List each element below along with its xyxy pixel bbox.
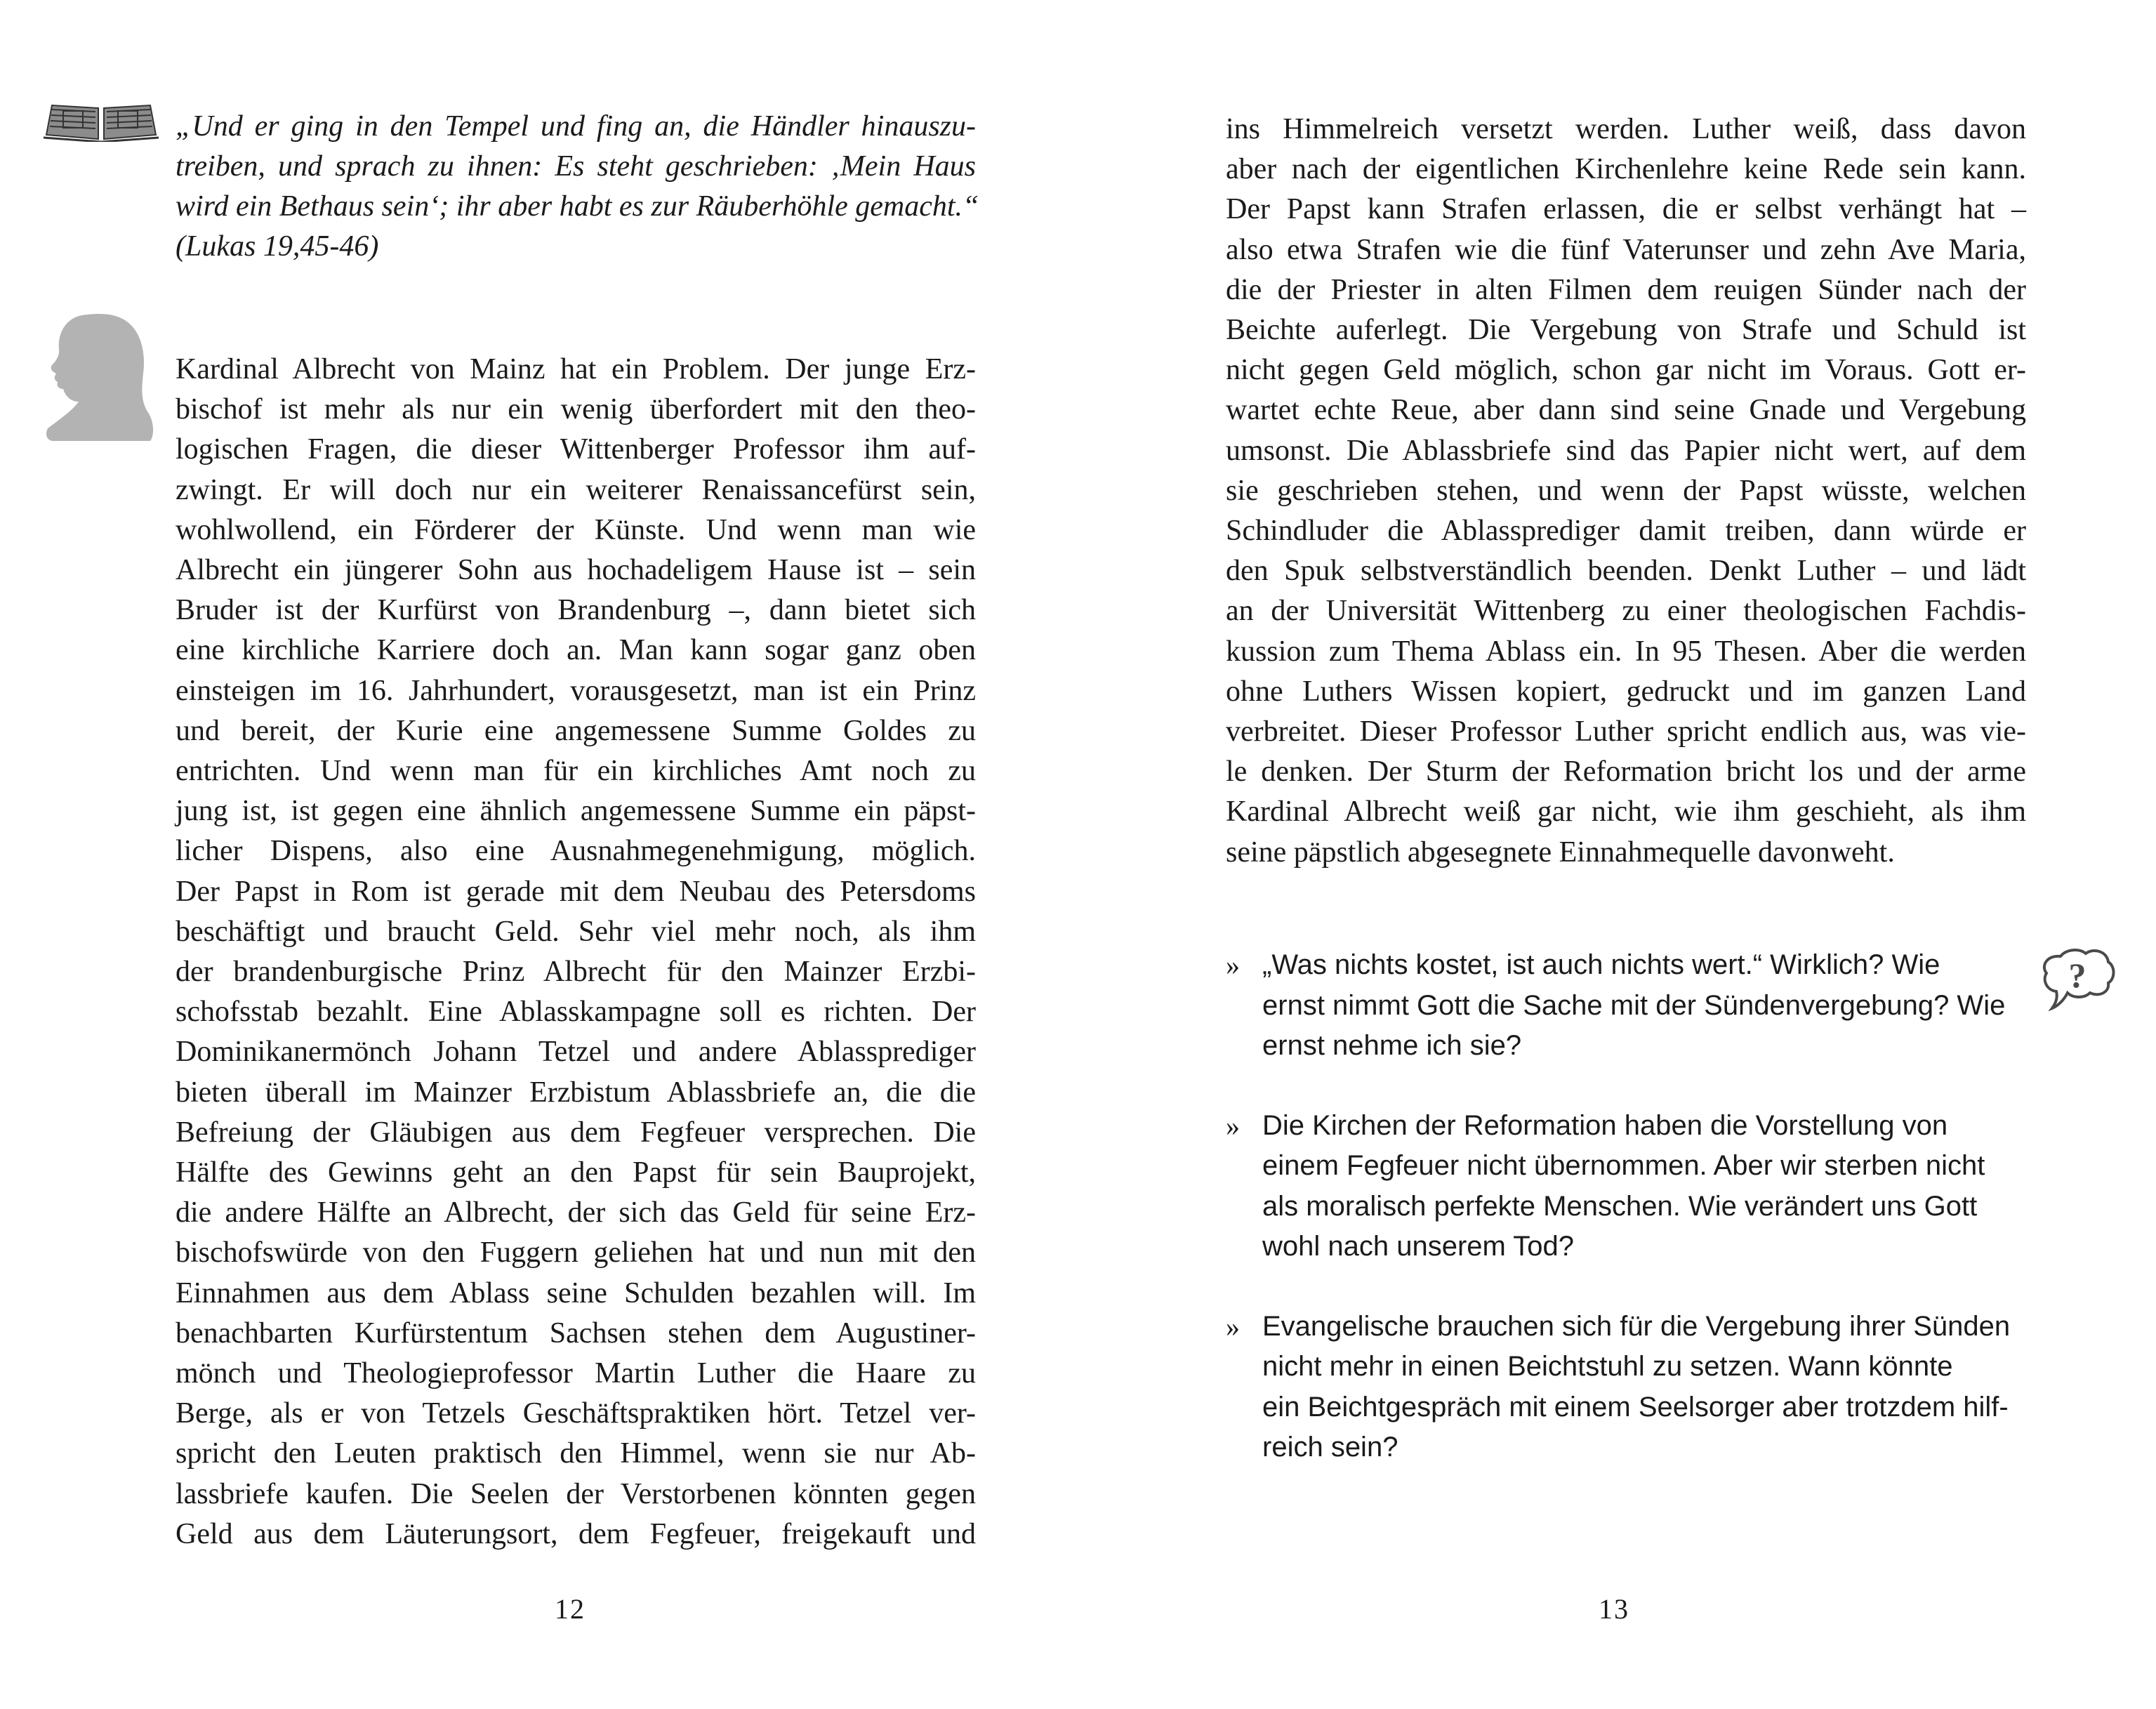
text-line: schofsstab bezahlt. Eine Ablasskampagne soll es richten. Der (176, 996, 976, 1029)
text-line: entrichten. Und wenn man für ein kirchliches Amt noch zu (176, 755, 976, 788)
text-line: einsteigen im 16. Jahrhundert, vorausgesetzt, man ist ein Prinz (176, 674, 976, 707)
question-item (1226, 1307, 2026, 1468)
text-line: zwingt. Er will doch nur ein weiterer Renaissancefürst sein, (176, 473, 976, 506)
body-text-left (176, 350, 976, 1555)
text-line: Kardinal Albrecht weiß gar nicht, wie ihm geschieht, als ihm (1226, 796, 2026, 829)
question-item (1226, 1106, 2026, 1267)
text-line: nicht gegen Geld möglich, schon gar nicht im Voraus. Gott er- (1226, 354, 2026, 387)
quote-line: treiben, und sprach zu ihnen: Es steht geschrieben: ‚Mein Haus (176, 150, 976, 183)
question-line: als moralisch perfekte Menschen. Wie verändert uns Gott (1262, 1190, 1978, 1222)
text-line: verbreitet. Dieser Professor Luther spricht endlich aus, was vie- (1226, 715, 2026, 748)
question-bubble-icon (2039, 946, 2117, 1011)
text-line: Kardinal Albrecht von Mainz hat ein Problem. Der junge Erz- (176, 353, 976, 385)
question-line: einem Fegfeuer nicht übernommen. Aber wir sterben nicht (1262, 1150, 1985, 1181)
reflection-questions (1226, 945, 2026, 1468)
text-line: Bruder ist der Kurfürst von Brandenburg –, dann bietet sich (176, 594, 976, 627)
luther-silhouette-icon (38, 309, 157, 442)
text-line: der brandenburgische Prinz Albrecht für den Mainzer Erzbi- (176, 956, 976, 989)
text-line: sie geschrieben stehen, und wenn der Papst wüsste, welchen (1226, 474, 2026, 507)
bible-quote (176, 107, 979, 267)
quote-line: wird ein Bethaus sein‘; ihr aber habt es zur Räuberhöhle gemacht.“ (176, 190, 979, 223)
text-line: Beichte auferlegt. Die Vergebung von Strafe und Schuld ist (1226, 314, 2026, 347)
right-page (1078, 0, 2156, 1709)
page-number-right: 13 (1599, 1593, 1629, 1625)
text-line: eine kirchliche Karriere doch an. Man kann sogar ganz oben (176, 634, 976, 667)
text-line: logischen Fragen, die dieser Wittenberger Professor ihm auf- (176, 433, 976, 466)
text-line: kussion zum Thema Ablass ein. In 95 Thesen. Aber die werden (1226, 635, 2026, 668)
quote-reference: (Lukas 19,45-46) (176, 230, 379, 263)
text-line: Einnahmen aus dem Ablass seine Schulden bezahlen will. Im (176, 1276, 976, 1309)
text-line: le denken. Der Sturm der Reformation bricht los und der arme (1226, 755, 2026, 788)
svg-text:?: ? (2068, 956, 2086, 995)
text-line: Geld aus dem Läuterungsort, dem Fegfeuer, freigekauft und (176, 1517, 976, 1550)
text-line: also etwa Strafen wie die fünf Vaterunser und zehn Ave Maria, (1226, 233, 2026, 266)
body-text-right (1226, 110, 2026, 873)
question-text (1226, 945, 2026, 1067)
text-line: seine päpstlich abgesegnete Einnahmequelle davonweht. (1226, 836, 1895, 869)
question-line: Evangelische brauchen sich für die Vergebung ihrer Sünden (1262, 1310, 2011, 1342)
text-line: Berge, als er von Tetzels Geschäftspraktiken hört. Tetzel ver- (176, 1397, 976, 1430)
text-line: wohlwollend, ein Förderer der Künste. Und wenn man wie (176, 513, 976, 546)
text-line: wartet echte Reue, aber dann sind seine Gnade und Vergebung (1226, 394, 2026, 427)
question-line: ernst nimmt Gott die Sache mit der Sündenvergebung? Wie (1262, 989, 2006, 1021)
text-line: aber nach der eigentlichen Kirchenlehre keine Rede sein kann. (1226, 153, 2026, 186)
question-line: nicht mehr in einen Beichtstuhl zu setzen. Wann könnte (1262, 1351, 1953, 1382)
question-line: ein Beichtgespräch mit einem Seelsorger aber trotzdem hilf- (1262, 1391, 2009, 1423)
bullet-marker: » (1226, 1310, 1240, 1342)
text-line: spricht den Leuten praktisch den Himmel, wenn sie nur Ab- (176, 1437, 976, 1470)
text-line: jung ist, ist gegen eine ähnlich angemessene Summe ein päpst- (176, 795, 976, 828)
text-line: Dominikanermönch Johann Tetzel und andere Ablassprediger (176, 1036, 976, 1069)
text-line: Hälfte des Gewinns geht an den Papst für sein Bauprojekt, (176, 1156, 976, 1189)
quote-line: „Und er ging in den Tempel und fing an, die Händler hinauszu- (176, 110, 976, 143)
bullet-marker: » (1226, 949, 1240, 981)
text-line: bischofswürde von den Fuggern geliehen hat und nun mit den (176, 1236, 976, 1269)
question-line: reich sein? (1262, 1432, 1398, 1463)
text-line: Befreiung der Gläubigen aus dem Fegfeuer versprechen. Die (176, 1116, 976, 1149)
question-line: Die Kirchen der Reformation haben die Vorstellung von (1262, 1109, 1948, 1141)
text-line: Albrecht ein jüngerer Sohn aus hochadeligem Hause ist – sein (176, 554, 976, 587)
question-line: „Was nichts kostet, ist auch nichts wert.“ Wirklich? Wie (1262, 949, 1940, 980)
text-line: und bereit, der Kurie eine angemessene Summe Goldes zu (176, 714, 976, 747)
question-line: ernst nehme ich sie? (1262, 1030, 1522, 1061)
text-line: Der Papst kann Strafen erlassen, die er selbst verhängt hat – (1226, 193, 2026, 226)
text-line: benachbarten Kurfürstentum Sachsen stehen dem Augustiner- (176, 1317, 976, 1350)
text-line: lassbriefe kaufen. Die Seelen der Verstorbenen könnten gegen (176, 1477, 976, 1510)
text-line: Schindluder die Ablassprediger damit treiben, dann würde er (1226, 515, 2026, 548)
page-number-left: 12 (555, 1593, 586, 1625)
text-line: umsonst. Die Ablassbriefe sind das Papier nicht wert, auf dem (1226, 434, 2026, 467)
question-item (1226, 945, 2026, 1067)
text-line: die andere Hälfte an Albrecht, der sich das Geld für seine Erz- (176, 1196, 976, 1229)
text-line: Der Papst in Rom ist gerade mit dem Neubau des Petersdoms (176, 875, 976, 908)
text-line: licher Dispens, also eine Ausnahmegenehmigung, möglich. (176, 835, 976, 868)
bullet-marker: » (1226, 1109, 1240, 1142)
text-line: mönch und Theologieprofessor Martin Luther die Haare zu (176, 1357, 976, 1390)
text-line: ins Himmelreich versetzt werden. Luther weiß, dass davon (1226, 113, 2026, 145)
text-line: bieten überall im Mainzer Erzbistum Ablassbriefe an, die die (176, 1076, 976, 1109)
open-bible-icon (42, 98, 160, 142)
text-line: an der Universität Wittenberg zu einer theologischen Fachdis- (1226, 595, 2026, 628)
text-line: ohne Luthers Wissen kopiert, gedruckt und im ganzen Land (1226, 675, 2026, 708)
question-text (1226, 1307, 2026, 1468)
text-line: bischof ist mehr als nur ein wenig überfordert mit den theo- (176, 393, 976, 426)
text-line: die der Priester in alten Filmen dem reuigen Sünder nach der (1226, 273, 2026, 306)
question-text (1226, 1106, 2026, 1267)
text-line: beschäftigt und braucht Geld. Sehr viel mehr noch, als ihm (176, 915, 976, 948)
text-line: den Spuk selbstverständlich beenden. Denkt Luther – und lädt (1226, 555, 2026, 588)
question-line: wohl nach unserem Tod? (1262, 1231, 1574, 1262)
